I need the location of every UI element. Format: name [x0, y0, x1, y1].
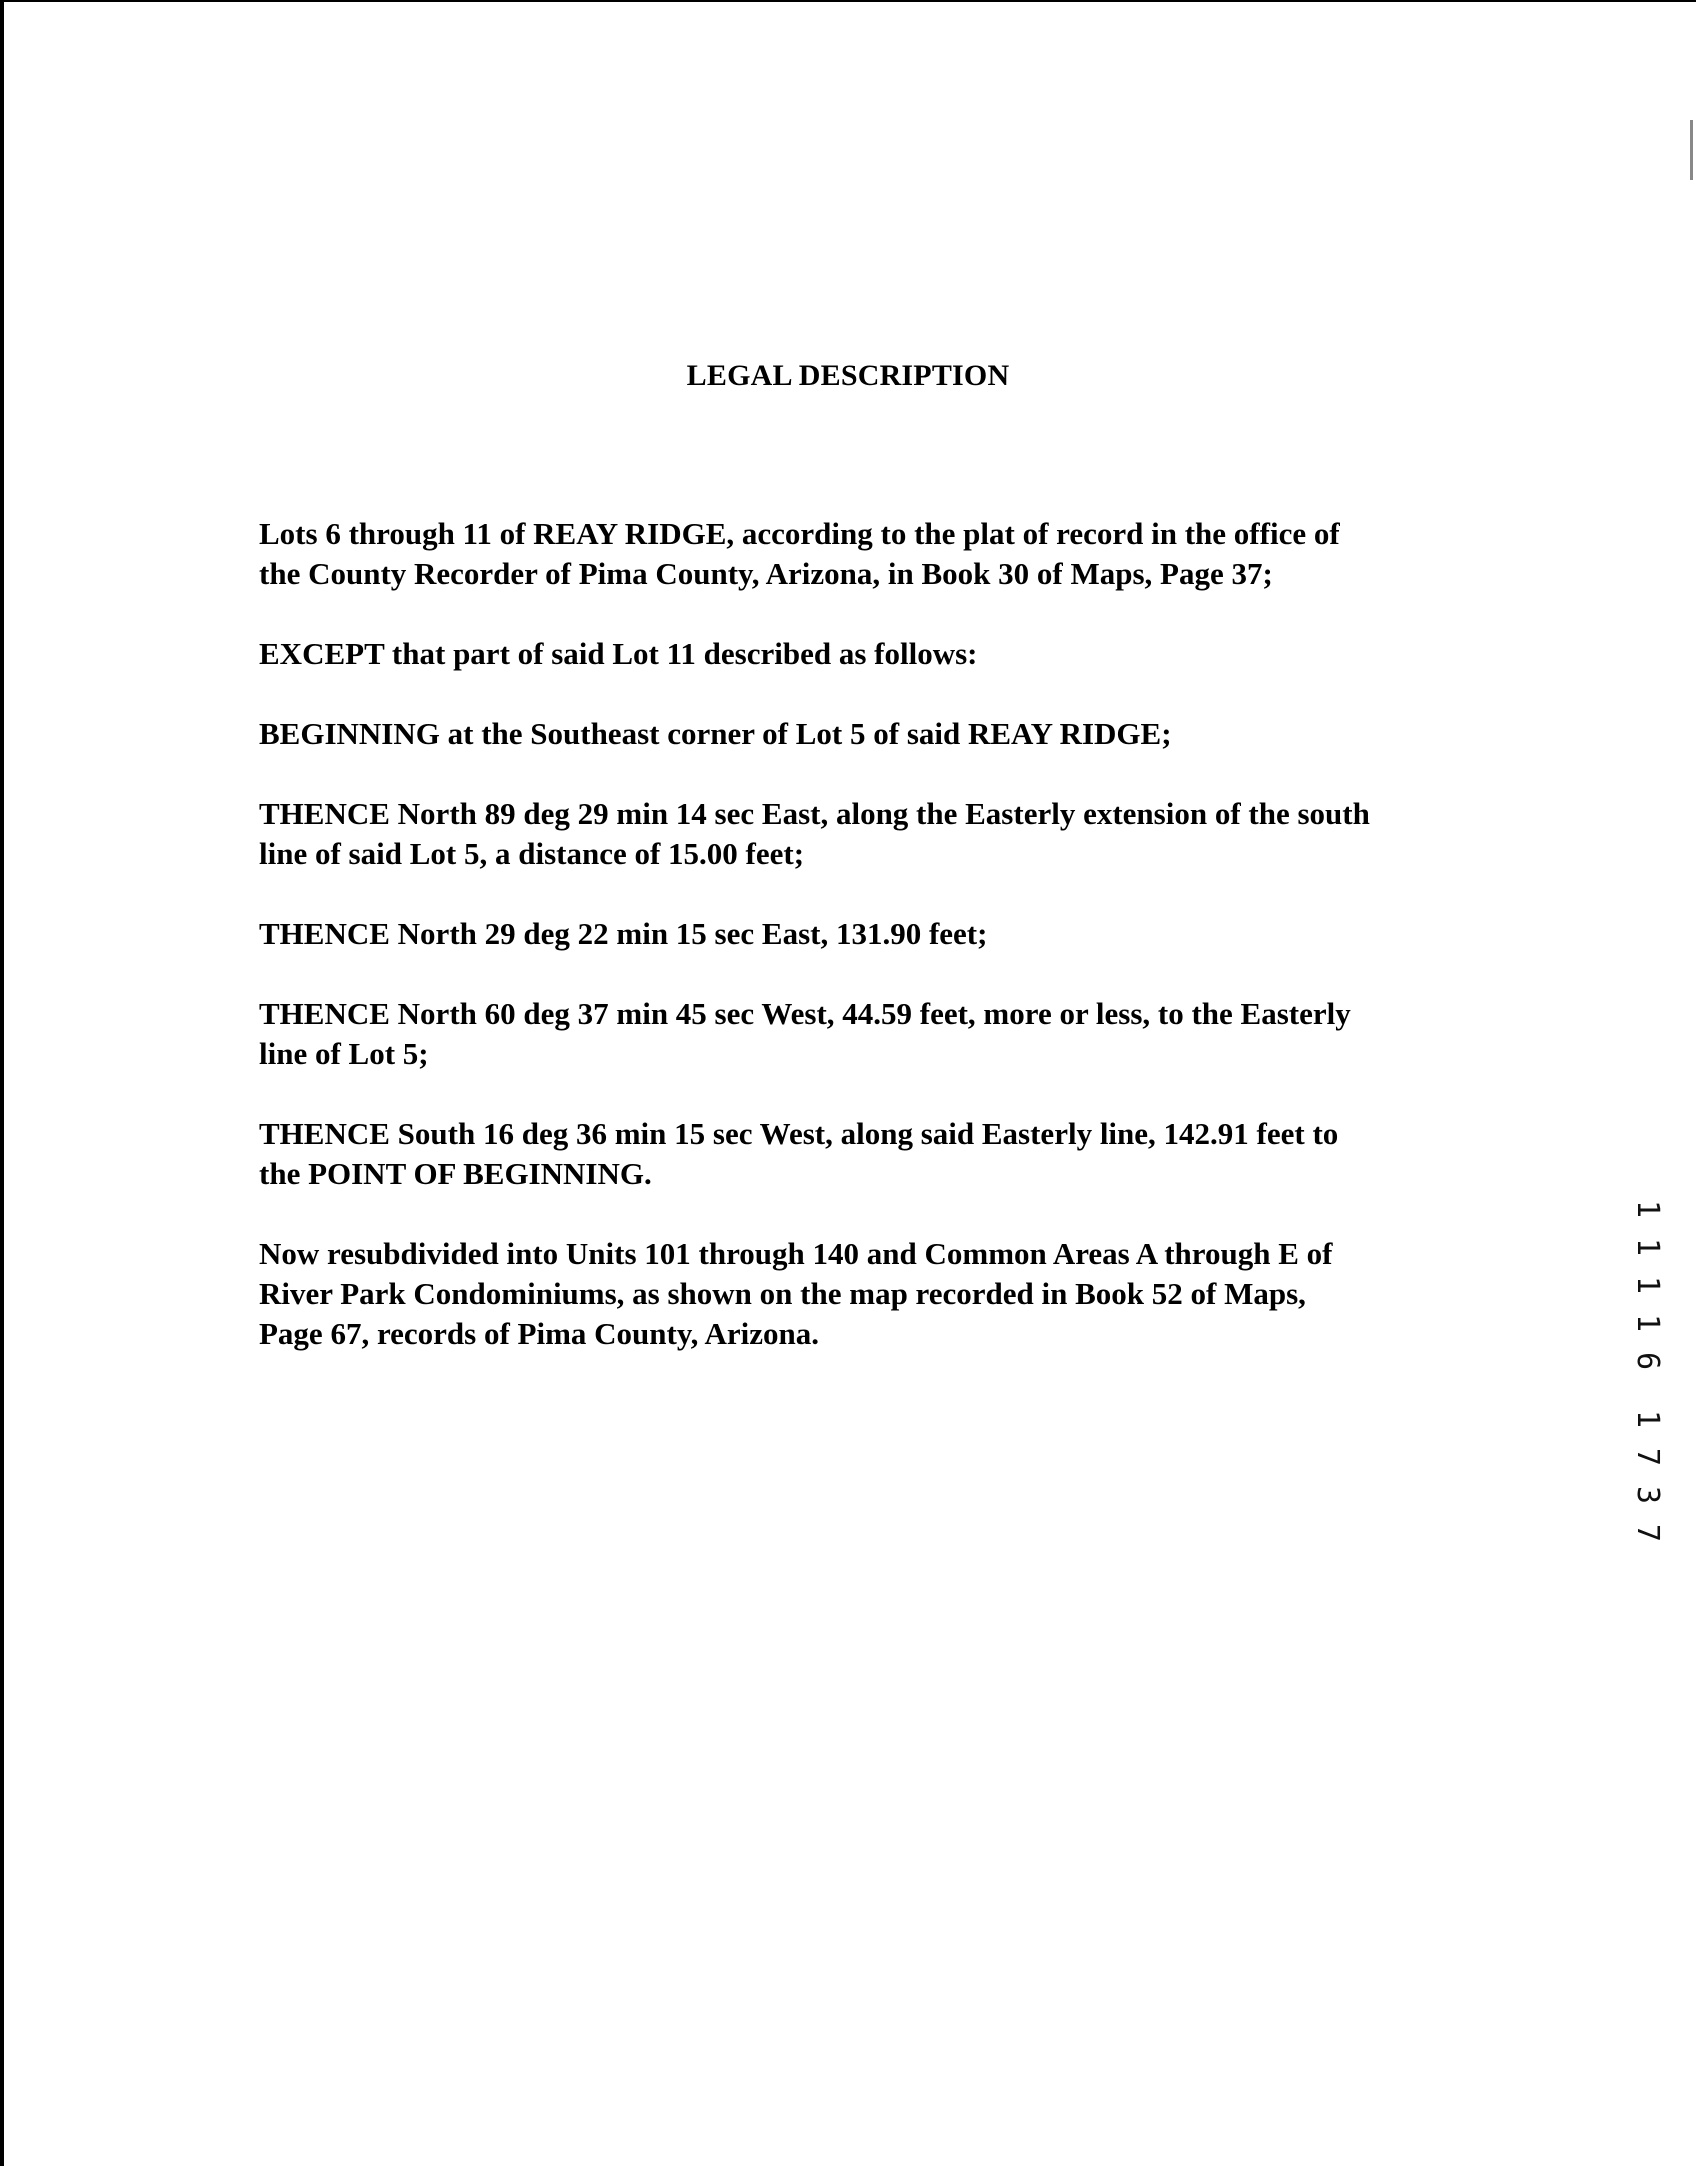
paragraph-except: [259, 634, 1469, 674]
text-line: River Park Condominiums, as shown on the map recorded in Book 52 of Maps,: [259, 1276, 1306, 1311]
recording-digit: 1: [1630, 1313, 1665, 1333]
scan-artifact-right: [1690, 120, 1693, 180]
recording-digit: 1: [1630, 1275, 1665, 1295]
paragraph-thence-2: [259, 914, 1469, 954]
text-line: the County Recorder of Pima County, Arizona, in Book 30 of Maps, Page 37;: [259, 556, 1273, 591]
text-line: THENCE North 89 deg 29 min 14 sec East, along the Easterly extension of the south: [259, 796, 1370, 831]
paragraph-thence-1: [259, 794, 1469, 874]
legal-description-body: [259, 514, 1469, 1394]
paragraph-thence-4: [259, 1114, 1469, 1194]
recording-digit: 7: [1630, 1523, 1665, 1543]
text-line: Lots 6 through 11 of REAY RIDGE, according to the plat of record in the office of: [259, 516, 1340, 551]
recording-digit: 1: [1630, 1237, 1665, 1257]
recording-digit: 1: [1630, 1199, 1665, 1219]
text-line: line of Lot 5;: [259, 1036, 429, 1071]
recording-stamp: [1630, 1190, 1664, 1552]
recording-digit: 7: [1630, 1447, 1665, 1467]
paragraph-lots: [259, 514, 1469, 594]
paragraph-beginning: [259, 714, 1469, 754]
recording-digit: 3: [1630, 1485, 1665, 1505]
paragraph-thence-3: [259, 994, 1469, 1074]
recording-digit: 6: [1630, 1351, 1665, 1371]
text-line: EXCEPT that part of said Lot 11 described as follows:: [259, 636, 978, 671]
text-line: line of said Lot 5, a distance of 15.00 feet;: [259, 836, 805, 871]
text-line: Page 67, records of Pima County, Arizona.: [259, 1316, 819, 1351]
text-line: Now resubdivided into Units 101 through 140 and Common Areas A through E of: [259, 1236, 1333, 1271]
page-title: LEGAL DESCRIPTION: [686, 359, 1010, 392]
paragraph-resubdivided: [259, 1234, 1469, 1354]
text-line: the POINT OF BEGINNING.: [259, 1156, 652, 1191]
recording-digit: 1: [1630, 1409, 1665, 1429]
scan-border-top: [0, 0, 1696, 2]
text-line: BEGINNING at the Southeast corner of Lot 5 of said REAY RIDGE;: [259, 716, 1172, 751]
text-line: THENCE South 16 deg 36 min 15 sec West, along said Easterly line, 142.91 feet to: [259, 1116, 1339, 1151]
scan-border-left: [0, 0, 4, 2166]
text-line: THENCE North 60 deg 37 min 45 sec West, 44.59 feet, more or less, to the Easterly: [259, 996, 1351, 1031]
text-line: THENCE North 29 deg 22 min 15 sec East, 131.90 feet;: [259, 916, 988, 951]
